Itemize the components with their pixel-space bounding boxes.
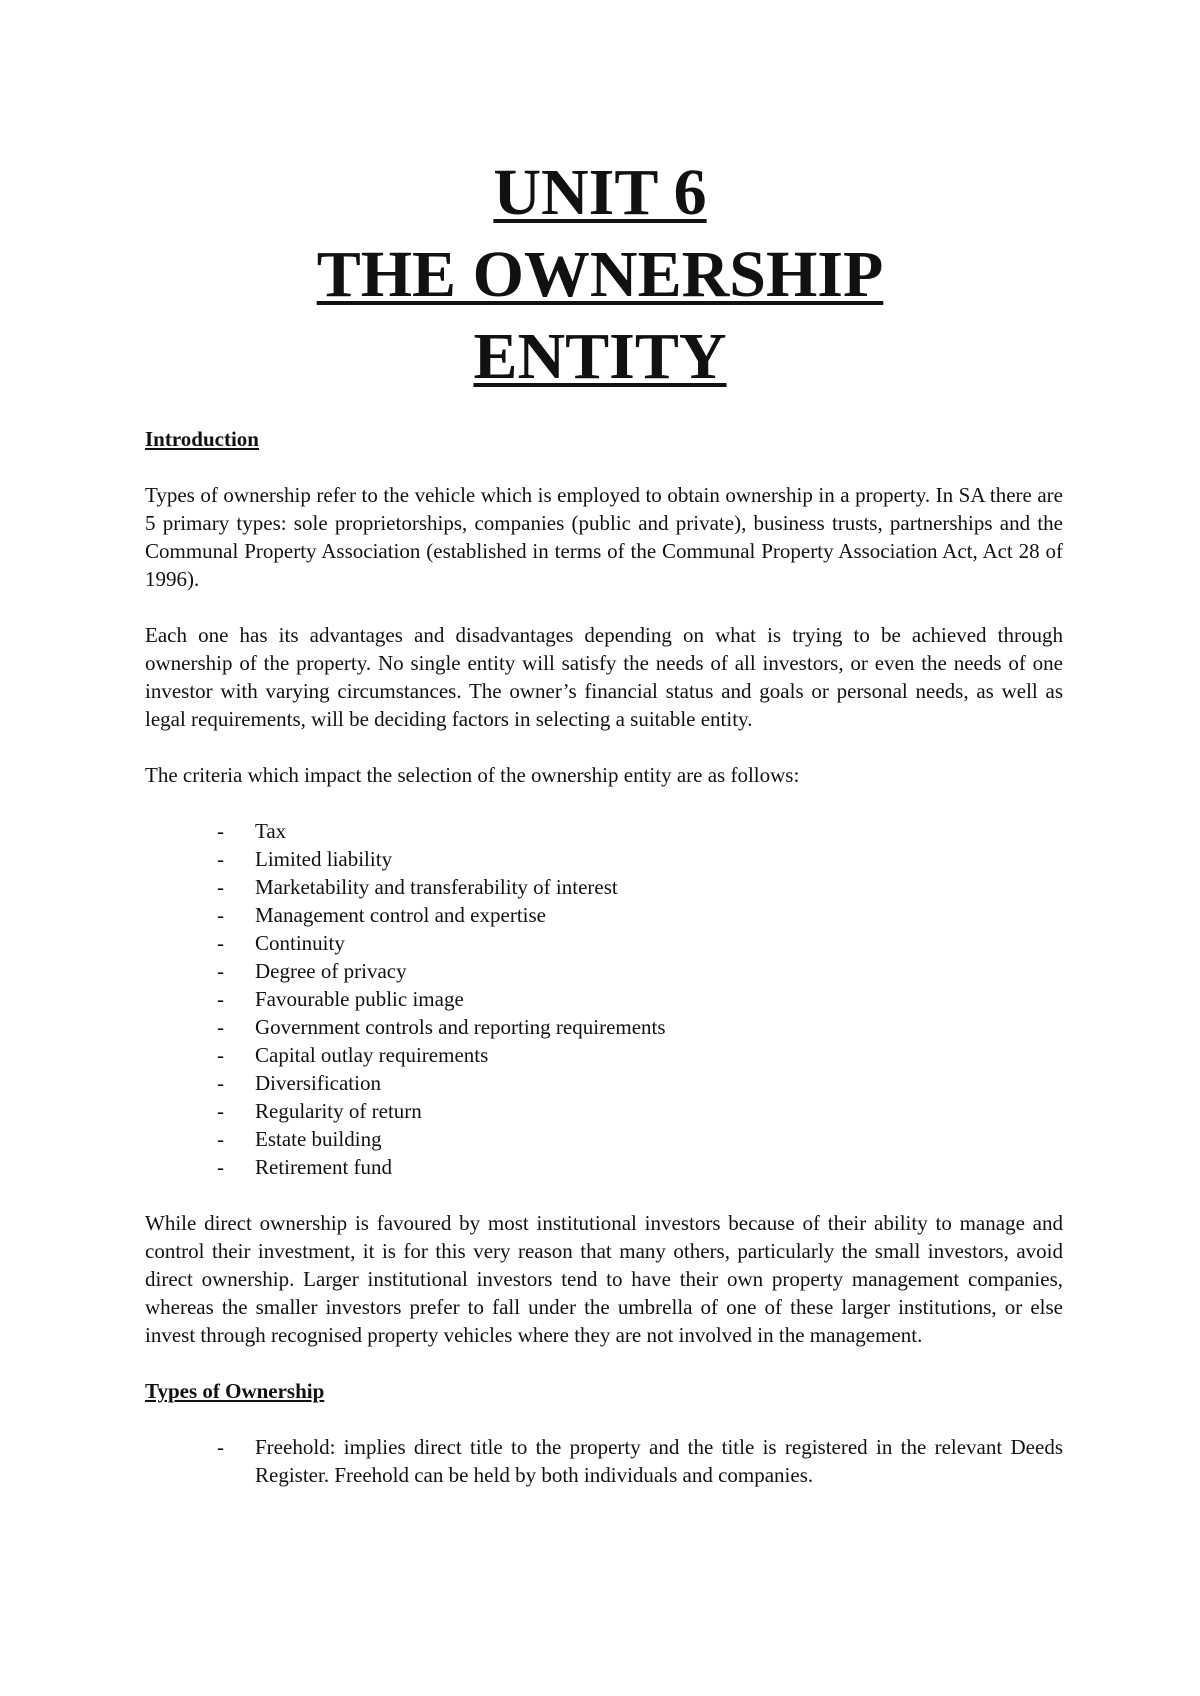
criteria-item: - Capital outlay requirements <box>217 1043 489 1067</box>
intro-paragraph-2: Each one has its advantages and disadvantages depending on what is trying to be achieved through ownership of the property. No single entity will satisfy the needs of all investors, or even the needs of one investor with varying circumstances. The owner’s financial status and goals or personal needs, as well as legal requirements, will be deciding factors in selecting a suitable entity. <box>145 623 1063 731</box>
types-of-ownership-heading: Types of Ownership <box>145 1379 325 1403</box>
intro-paragraph-1: Types of ownership refer to the vehicle which is employed to obtain ownership in a property. In SA there are 5 primary types: sole proprietorships, companies (public and private), business trusts, partnerships and the Communal Property Association (established in terms of the Communal Property Association Act, Act 28 of 1996). <box>145 483 1063 591</box>
title-line-1: UNIT 6 <box>493 156 707 229</box>
introduction-heading: Introduction <box>145 427 259 451</box>
intro-closing-paragraph: While direct ownership is favoured by most institutional investors because of their ability to manage and control their investment, it is for this very reason that many others, particularly the small investors, avoid direct ownership. Larger institutional investors tend to have their own property management companies, whereas the smaller investors prefer to fall under the umbrella of one of these larger institutions, or else invest through recognised property vehicles where they are not involved in the management. <box>145 1211 1063 1347</box>
criteria-item: - Regularity of return <box>217 1099 422 1123</box>
criteria-item: - Retirement fund <box>217 1155 393 1179</box>
criteria-item: - Tax <box>217 819 287 843</box>
intro-paragraph-3: The criteria which impact the selection of the ownership entity are as follows: <box>145 763 800 787</box>
criteria-item: - Favourable public image <box>217 987 464 1011</box>
document-body <box>145 425 1063 1489</box>
criteria-item: - Marketability and transferability of interest <box>217 875 618 899</box>
title-line-3: ENTITY <box>473 320 727 393</box>
ownership-type-item: - Freehold: implies direct title to the property and the title is registered in the relevant Deeds Register. Freehold can be held by both individuals and companies. <box>217 1435 1063 1487</box>
ownership-types-list <box>145 1433 1063 1489</box>
criteria-item: - Management control and expertise <box>217 903 546 927</box>
document-title <box>0 152 1200 398</box>
criteria-item: - Continuity <box>217 931 345 955</box>
criteria-item: - Estate building <box>217 1127 382 1151</box>
criteria-list <box>145 817 1063 1181</box>
criteria-item: - Diversification <box>217 1071 381 1095</box>
criteria-item: - Degree of privacy <box>217 959 407 983</box>
title-line-2: THE OWNERSHIP <box>316 238 884 311</box>
criteria-item: - Government controls and reporting requirements <box>217 1015 666 1039</box>
criteria-item: - Limited liability <box>217 847 393 871</box>
